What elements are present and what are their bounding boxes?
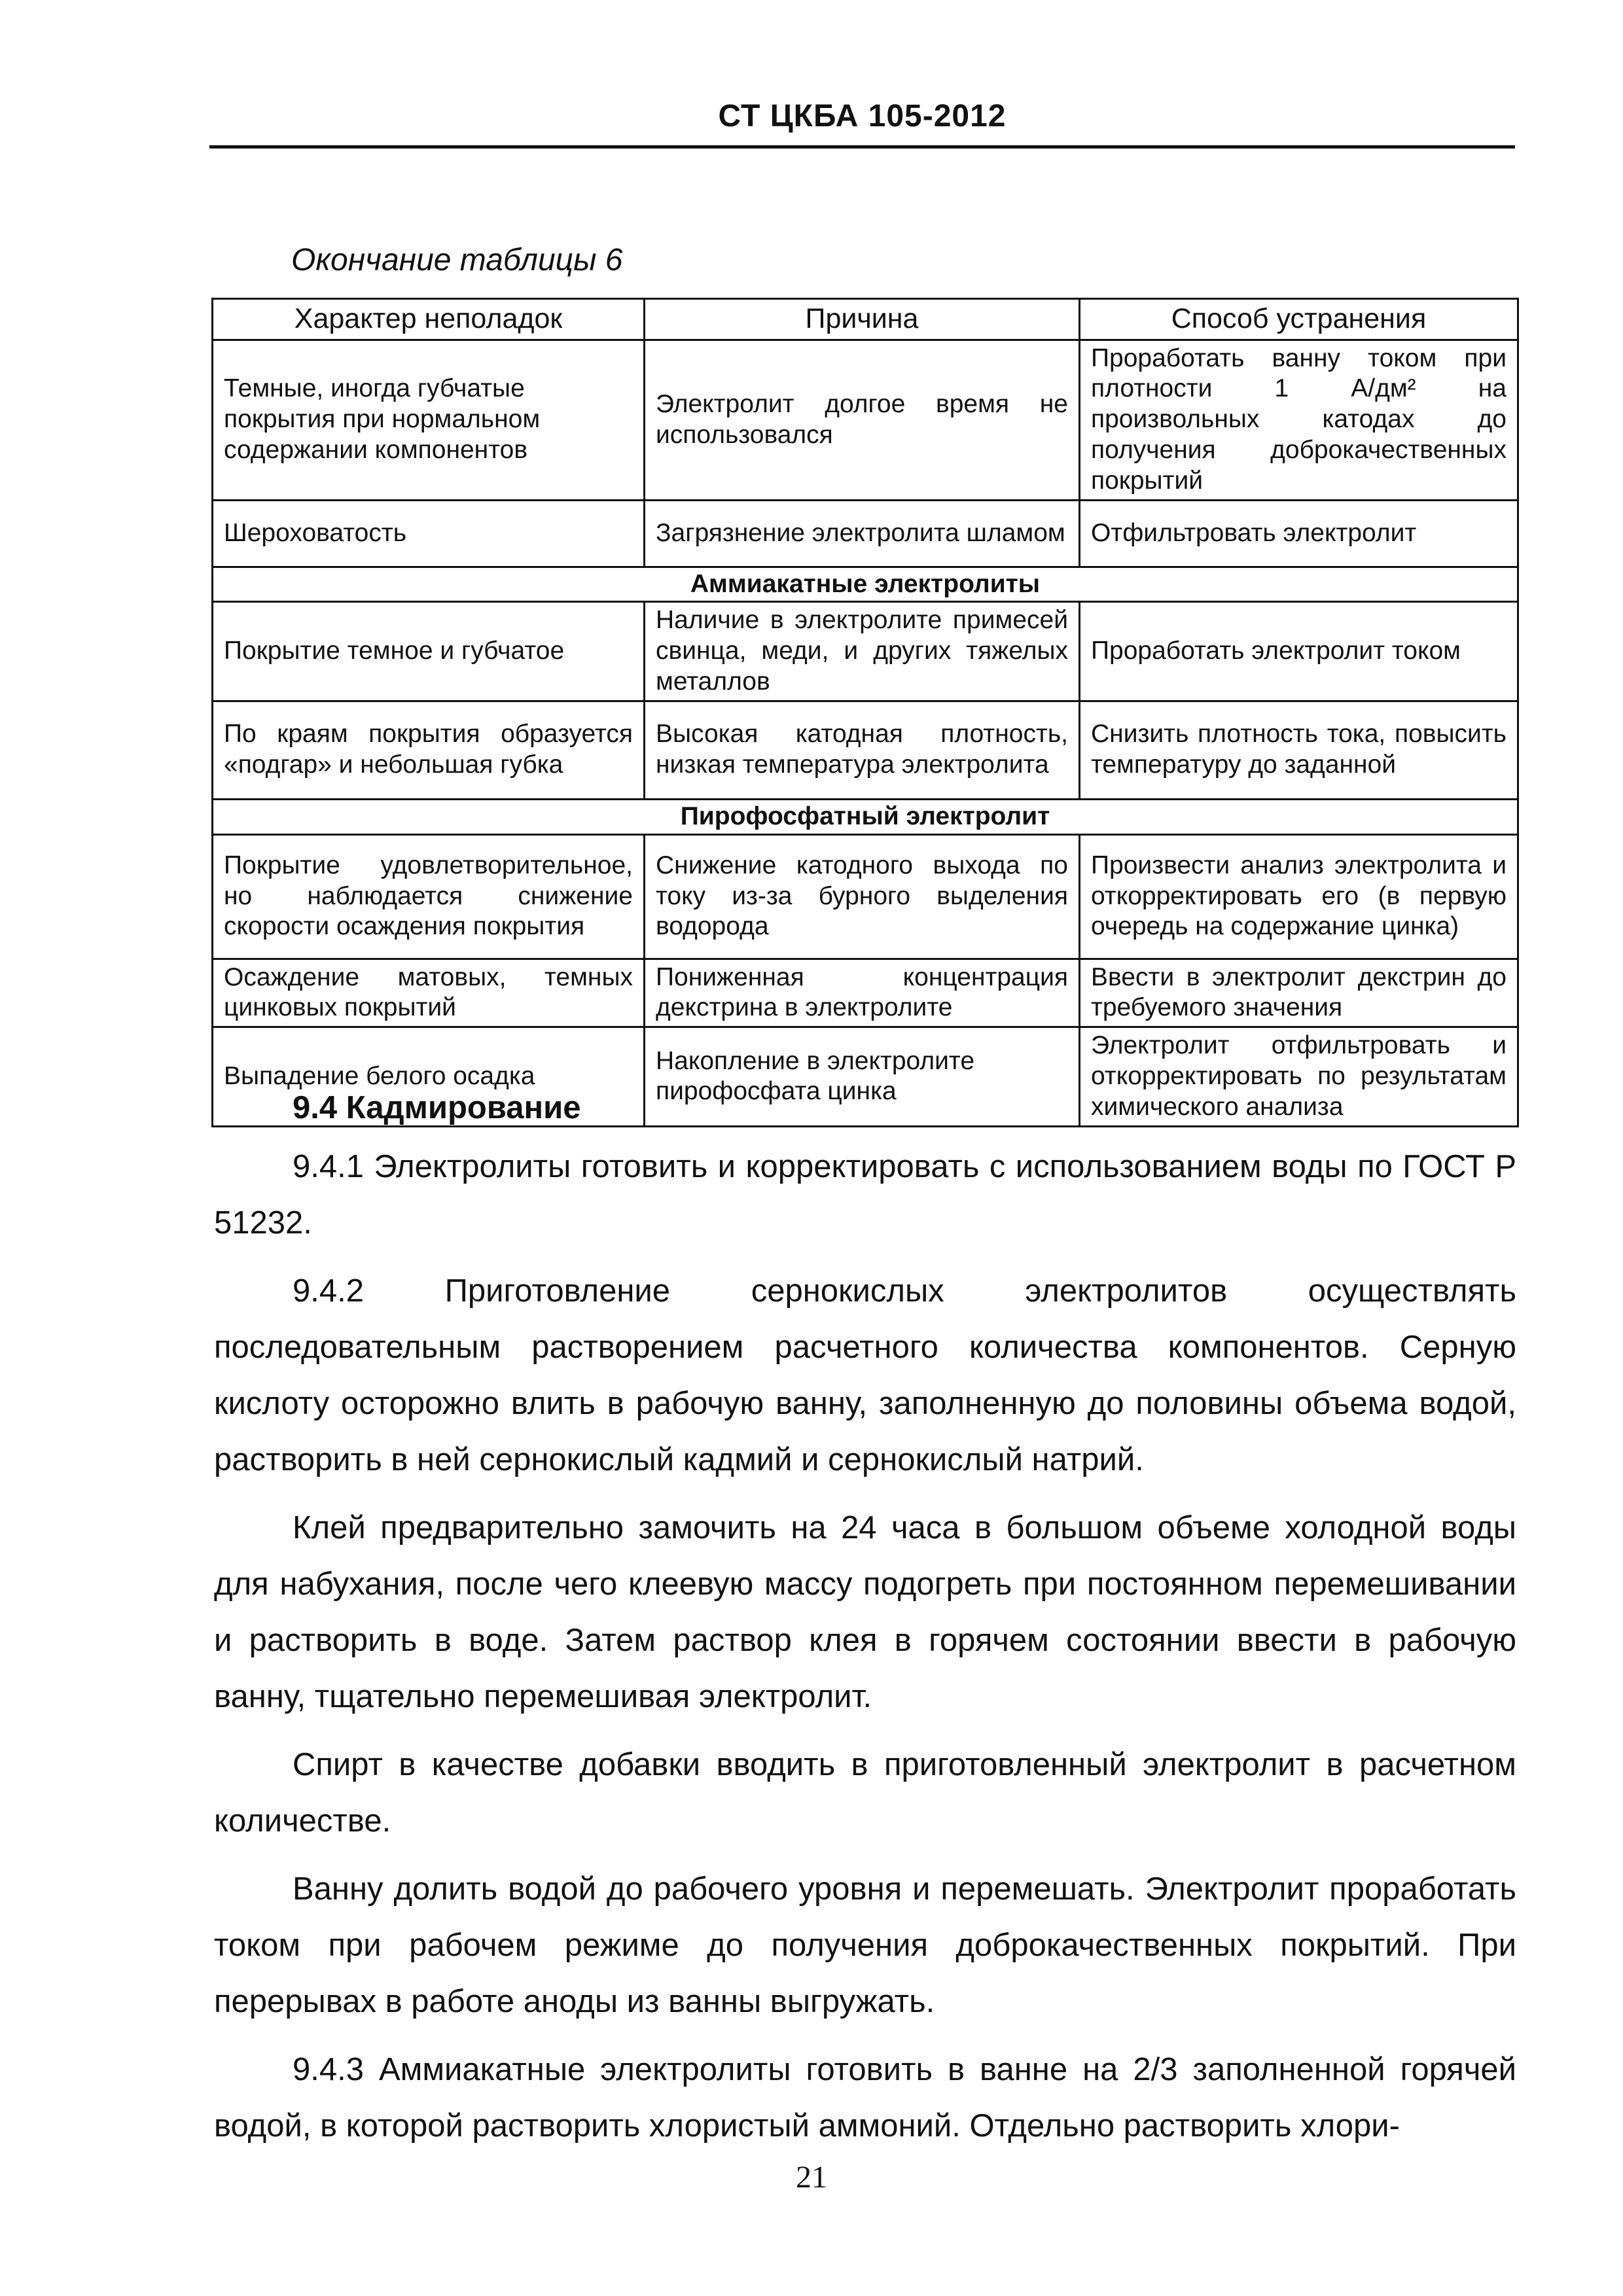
table-row [213,959,1518,1027]
remedy-cell: Проработать электролит током [1080,602,1518,701]
cause-cell: Пониженная концентрация декстрина в электролите [645,959,1080,1027]
column-header-remedy: Способ устранения [1080,299,1518,340]
document-code-header: СТ ЦКБА 105-2012 [718,99,1007,133]
remedy-cell: Отфильтровать электролит [1080,500,1518,567]
table-row [213,500,1518,567]
paragraph: Ванну долить водой до рабочего уровня и перемешать. Электролит проработать током при рабочем режиме до получения доброкачественных покрытий. При перерывах в работе аноды из ванны выгружать. [214,1871,1516,2019]
faults-table [211,298,1519,1127]
header-divider [209,145,1515,149]
fault-cell: Покрытие удовлетворительное, но наблюдается снижение скорости осаждения покрытия [213,834,645,959]
paragraph: 9.4.2 Приготовление сернокислых электролитов осуществлять последовательным растворением расчетного количества компонентов. Серную кислоту осторожно влить в рабочую ванну, заполненную до половины объема водой, растворить в ней сернокислый кадмий и сернокислый натрий. [214,1273,1516,1477]
paragraph: Спирт в качестве добавки вводить в приготовленный электролит в расчетном количестве. [214,1747,1516,1839]
cause-cell: Наличие в электролите примесей свинца, меди, и других тяжелых металлов [645,602,1080,701]
remedy-cell: Электролит отфильтровать и откорректировать по результатам химического анализа [1080,1027,1518,1126]
fault-cell: Выпадение белого осадка [213,1027,645,1126]
section-heading: 9.4 Кадмирование [293,1090,581,1125]
table-caption: Окончание таблицы 6 [291,243,623,277]
column-header-fault: Характер неполадок [213,299,645,340]
fault-cell: Осаждение матовых, темных цинковых покрытий [213,959,645,1027]
page-number: 21 [796,2160,827,2195]
column-header-cause: Причина [645,299,1080,340]
table-row [213,834,1518,959]
section-label-pyrophosphate: Пирофосфатный электролит [213,799,1518,834]
table-section-row [213,799,1518,834]
cause-cell: Высокая катодная плотность, низкая температура электролита [645,701,1080,799]
paragraph: 9.4.3 Аммиакатные электролиты готовить в ванне на 2/3 заполненной горячей водой, в которой растворить хлористый аммоний. Отдельно растворить хлори- [214,2052,1516,2144]
remedy-cell: Произвести анализ электролита и откорректировать его (в первую очередь на содержание цинка) [1080,834,1518,959]
fault-cell: Шероховатость [213,500,645,567]
table-row [213,602,1518,701]
table-section-row [213,567,1518,602]
remedy-cell: Ввести в электролит декстрин до требуемого значения [1080,959,1518,1027]
paragraph: 9.4.1 Электролиты готовить и корректировать с использованием воды по ГОСТ Р 51232. [214,1149,1516,1241]
table-header-row [213,299,1518,340]
table-row [213,340,1518,500]
cause-cell: Накопление в электролите пирофосфата цинка [645,1027,1080,1126]
section-body [214,1080,1516,2166]
cause-cell: Загрязнение электролита шламом [645,500,1080,567]
table-row [213,701,1518,799]
fault-cell: Покрытие темное и губчатое [213,602,645,701]
cause-cell: Снижение катодного выхода по току из-за бурного выделения водорода [645,834,1080,959]
remedy-cell: Проработать ванну током при плотности 1 А/дм² на произвольных катодах до получения доброкачественных покрытий [1080,340,1518,500]
remedy-cell: Снизить плотность тока, повысить температуру до заданной [1080,701,1518,799]
fault-cell: По краям покрытия образуется «подгар» и небольшая губка [213,701,645,799]
paragraph: Клей предварительно замочить на 24 часа в большом объеме холодной воды для набухания, после чего клеевую массу подогреть при постоянном перемешивании и растворить в воде. Затем раствор клея в горячем состоянии ввести в рабочую ванну, тщательно перемешивая электролит. [214,1510,1516,1714]
fault-cell: Темные, иногда губчатые покрытия при нормальном содержании компонентов [213,340,645,500]
cause-cell: Электролит долгое время не использовался [645,340,1080,500]
section-label-ammonia: Аммиакатные электролиты [213,567,1518,602]
